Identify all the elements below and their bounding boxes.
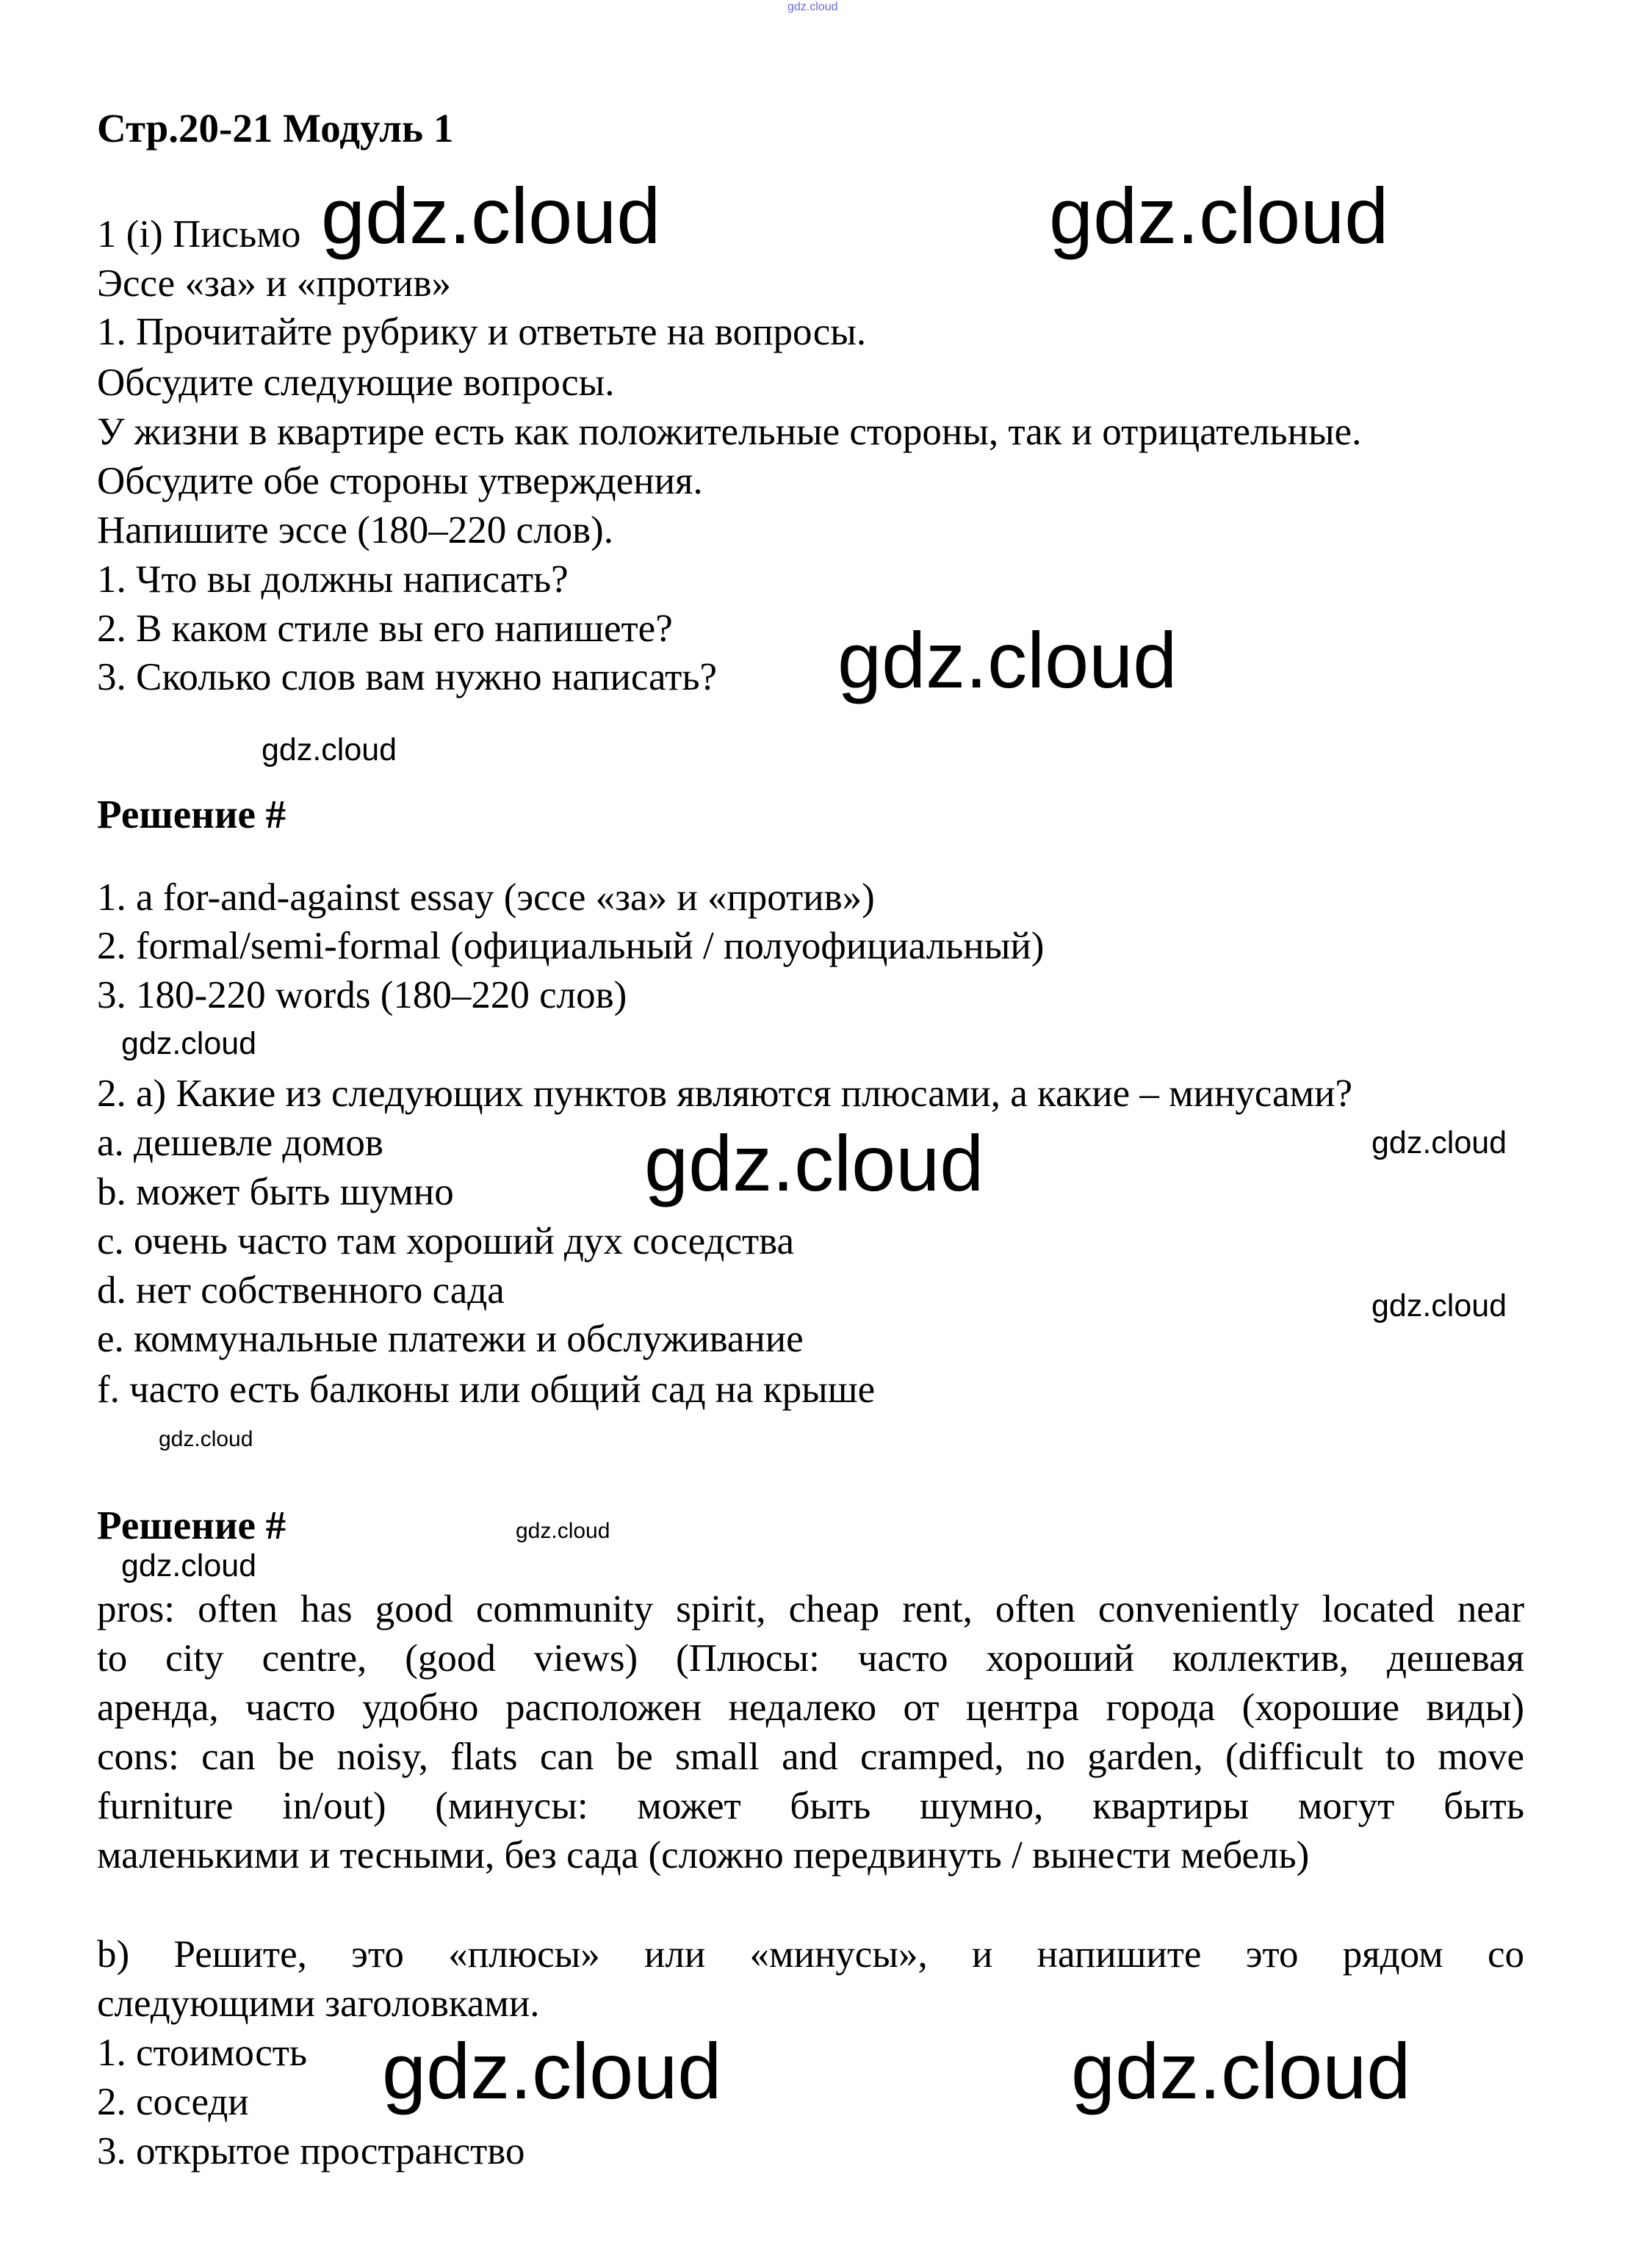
watermark: gdz.cloud (1371, 1288, 1507, 1323)
task1-line: 3. Сколько слов вам нужно написать? (97, 656, 718, 698)
solution2-line: to city centre, (good views) (Плюсы: часто хороший коллектив, дешевая (97, 1637, 1524, 1680)
task2b-line: следующими заголовками. (97, 1982, 540, 2025)
task1-line: Обсудите обе стороны утверждения. (97, 460, 703, 502)
solution2-line: furniture in/out) (минусы: может быть шумно, квартиры могут быть (97, 1785, 1524, 1827)
task1-line: 2. В каком стиле вы его напишете? (97, 607, 673, 650)
watermark: gdz.cloud (837, 615, 1178, 704)
task2-line: f. часто есть балконы или общий сад на крыше (97, 1368, 876, 1411)
watermark: gdz.cloud (787, 1, 838, 13)
watermark: gdz.cloud (516, 1519, 610, 1543)
watermark: gdz.cloud (644, 1119, 984, 1207)
solution1-line: 2. formal/semi-formal (официальный / полуофициальный) (97, 925, 1045, 967)
watermark: gdz.cloud (121, 1548, 257, 1583)
watermark: gdz.cloud (1371, 1125, 1507, 1160)
watermark: gdz.cloud (262, 732, 397, 768)
solution2-line: аренда, часто удобно расположен недалеко от центра города (хорошие виды) (97, 1686, 1524, 1729)
solution-heading: Решение # (97, 1503, 286, 1547)
task1-line: 1. Что вы должны написать? (97, 558, 569, 601)
task2-line: d. нет собственного сада (97, 1269, 505, 1312)
task1-line: 1. Прочитайте рубрику и ответьте на вопросы. (97, 311, 867, 353)
solution-heading: Решение # (97, 792, 286, 837)
task1-line: Обсудите следующие вопросы. (97, 361, 615, 404)
task1-line: Напишите эссе (180–220 слов). (97, 509, 613, 552)
task2b-line: 2. соседи (97, 2081, 249, 2123)
task2b-line: 3. открытое пространство (97, 2130, 525, 2173)
task2-line: e. коммунальные платежи и обслуживание (97, 1318, 804, 1360)
task1-line: У жизни в квартире есть как положительные стороны, так и отрицательные. (97, 411, 1362, 453)
task2-line: b. может быть шумно (97, 1171, 454, 1213)
solution1-line: 3. 180-220 words (180–220 слов) (97, 974, 627, 1016)
watermark: gdz.cloud (121, 1026, 257, 1061)
solution2-line: маленькими и тесными, без сада (сложно передвинуть / вынести мебель) (97, 1834, 1310, 1877)
solution2-line: cons: can be noisy, flats can be small and cramped, no garden, (difficult to move (97, 1736, 1524, 1778)
page-title: Стр.20-21 Модуль 1 (97, 106, 454, 151)
solution1-line: 1. a for-and-against essay (эссе «за» и «против») (97, 876, 875, 919)
watermark: gdz.cloud (321, 171, 661, 260)
task2-line: 2. а) Какие из следующих пунктов являются плюсами, а какие – минусами? (97, 1072, 1352, 1115)
watermark: gdz.cloud (159, 1427, 253, 1451)
watermark: gdz.cloud (1071, 2026, 1411, 2115)
task2b-line: 1. стоимость (97, 2032, 308, 2074)
task2-line: c. очень часто там хороший дух соседства (97, 1220, 794, 1263)
task2-line: a. дешевле домов (97, 1122, 383, 1164)
watermark: gdz.cloud (1049, 171, 1389, 260)
solution2-line: pros: often has good community spirit, cheap rent, often conveniently located near (97, 1588, 1524, 1630)
task1-line: 1 (i) Письмо (97, 213, 301, 256)
watermark: gdz.cloud (382, 2026, 722, 2115)
task2b-line: b) Решите, это «плюсы» или «минусы», и напишите это рядом со (97, 1933, 1524, 1976)
task1-line: Эссе «за» и «против» (97, 262, 451, 305)
